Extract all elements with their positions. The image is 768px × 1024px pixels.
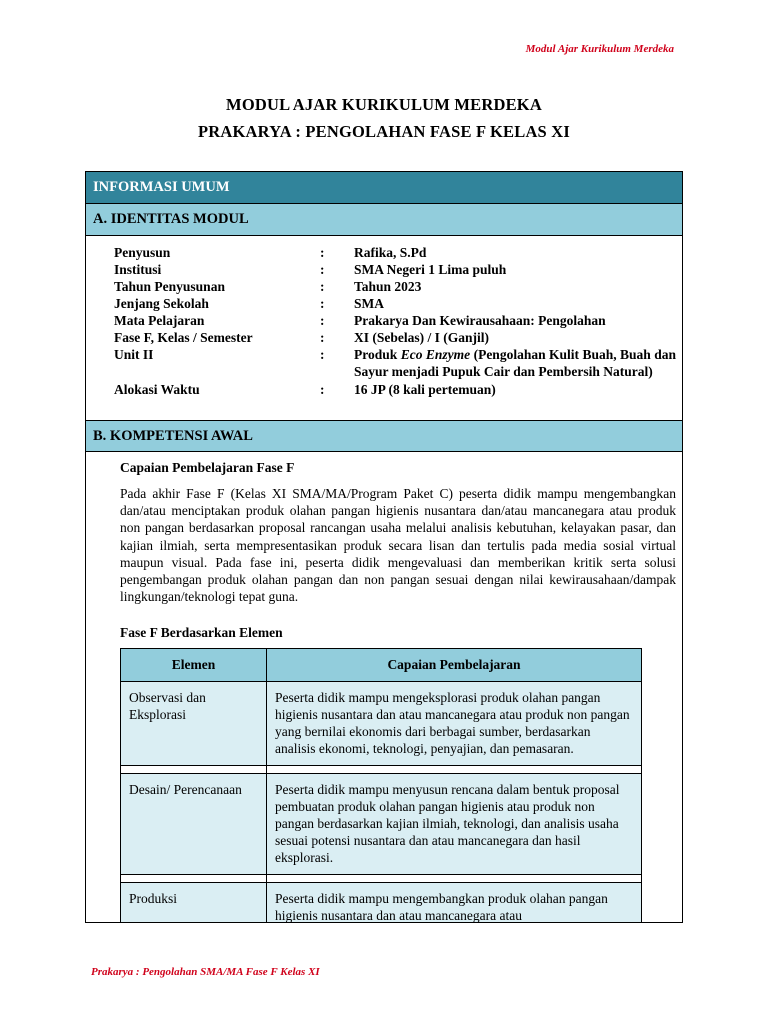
table-cell-elemen: Desain/ Perencanaan — [121, 774, 267, 875]
identitas-label: Fase F, Kelas / Semester — [114, 330, 253, 345]
spacer-cell — [267, 875, 642, 883]
colon: : — [320, 330, 325, 345]
section-identitas-modul: A. IDENTITAS MODUL — [86, 204, 682, 236]
identitas-value: Rafika, S.Pd — [354, 245, 427, 260]
module-frame — [85, 171, 683, 923]
section-kompetensi-awal: B. KOMPETENSI AWAL — [86, 420, 682, 452]
table-header-elemen: Elemen — [121, 649, 267, 682]
colon: : — [320, 279, 325, 294]
identitas-value: SMA — [354, 296, 384, 311]
spacer-cell — [121, 766, 267, 774]
document-title: MODUL AJAR KURIKULUM MERDEKA — [226, 95, 542, 114]
identitas-row — [114, 381, 676, 398]
document-subtitle: PRAKARYA : PENGOLAHAN FASE F KELAS XI — [198, 122, 570, 141]
identitas-row — [114, 312, 676, 329]
unit-value-italic: Eco Enzyme — [400, 347, 471, 362]
capaian-title: Capaian Pembelajaran Fase F — [120, 460, 295, 475]
colon: : — [320, 262, 325, 277]
colon: : — [320, 296, 325, 311]
identitas-value: XI (Sebelas) / I (Ganjil) — [354, 330, 489, 345]
table-header-row — [121, 649, 642, 682]
table-cell-capaian: Peserta didik mampu menyusun rencana dalam bentuk proposal pembuatan produk olahan pangan higienis atau produk non pangan berdasarkan kajian ilmiah, teknologi, dan analisis usaha sesuai potensi nusantara dan atau mancanegara dan hasil eksplorasi. — [267, 774, 642, 875]
identitas-value: SMA Negeri 1 Lima puluh — [354, 262, 507, 277]
identitas-row — [114, 346, 676, 380]
table-row-spacer — [121, 875, 642, 883]
identitas-value — [354, 346, 676, 380]
identitas-label: Tahun Penyusunan — [114, 279, 225, 294]
header-note: Modul Ajar Kurikulum Merdeka — [525, 43, 674, 55]
colon: : — [320, 245, 325, 260]
colon: : — [320, 313, 325, 328]
identitas-label: Penyusun — [114, 245, 171, 260]
colon: : — [320, 347, 325, 362]
table-row-spacer — [121, 766, 642, 774]
identitas-label: Mata Pelajaran — [114, 313, 205, 328]
identitas-label: Jenjang Sekolah — [114, 296, 209, 311]
capaian-text: Pada akhir Fase F (Kelas XI SMA/MA/Program Paket C) peserta didik mampu mengembangkan dan/atau menciptakan produk olahan pangan higienis nusantara dan/atau mancanegara atau produk non pangan berdasarkan proposal rancangan usaha melalui analisis kebutuhan, kelayakan pasar, dan kajian ilmiah, serta mempresentasikan produk secara lisan dan tertulis pada media sosial virtual maupun visual. Pada fase ini, peserta didik mengevaluasi dan memberikan kritik serta solusi pengembangan produk olahan pangan dan non pangan sesuai dengan nilai kewirausahaan/dampak lingkungan/teknologi tepat guna. — [120, 486, 676, 605]
identitas-value: Tahun 2023 — [354, 279, 422, 294]
identitas-label: Institusi — [114, 262, 162, 277]
table-cell-elemen: Observasi dan Eksplorasi — [121, 682, 267, 766]
table-header-capaian: Capaian Pembelajaran — [267, 649, 642, 682]
identitas-label: Unit II — [114, 347, 154, 362]
identitas-list — [114, 244, 676, 398]
identitas-row — [114, 261, 676, 278]
identitas-label: Alokasi Waktu — [114, 382, 200, 397]
section-informasi-umum: INFORMASI UMUM — [86, 172, 682, 204]
elemen-table — [120, 648, 642, 923]
table-cell-elemen: Produksi — [121, 883, 267, 924]
unit-value-suffix: (Pengolahan Kulit Buah, Buah dan Sayur menjadi Pupuk Cair dan Pembersih Natural) — [354, 347, 676, 379]
unit-value-prefix: Produk — [354, 347, 401, 362]
elemen-title: Fase F Berdasarkan Elemen — [120, 625, 283, 640]
identitas-value: 16 JP (8 kali pertemuan) — [354, 382, 496, 397]
spacer-cell — [267, 766, 642, 774]
table-row — [121, 883, 642, 924]
identitas-row — [114, 278, 676, 295]
footer-note: Prakarya : Pengolahan SMA/MA Fase F Kelas XI — [91, 966, 320, 978]
table-cell-capaian: Peserta didik mampu mengeksplorasi produk olahan pangan higienis nusantara dan atau mancanegara atau produk non pangan yang bernilai ekonomis dari berbagai sumber, berdasarkan analisis ekonomi, teknologi, penyajian, dan pemasaran. — [267, 682, 642, 766]
colon: : — [320, 382, 325, 397]
spacer-cell — [121, 875, 267, 883]
table-cell-capaian: Peserta didik mampu mengembangkan produk olahan pangan higienis nusantara dan atau mancanegara atau — [267, 883, 642, 924]
identitas-row — [114, 244, 676, 261]
identitas-row — [114, 295, 676, 312]
identitas-value: Prakarya Dan Kewirausahaan: Pengolahan — [354, 313, 606, 328]
identitas-row — [114, 329, 676, 346]
table-row — [121, 774, 642, 875]
table-row — [121, 682, 642, 766]
